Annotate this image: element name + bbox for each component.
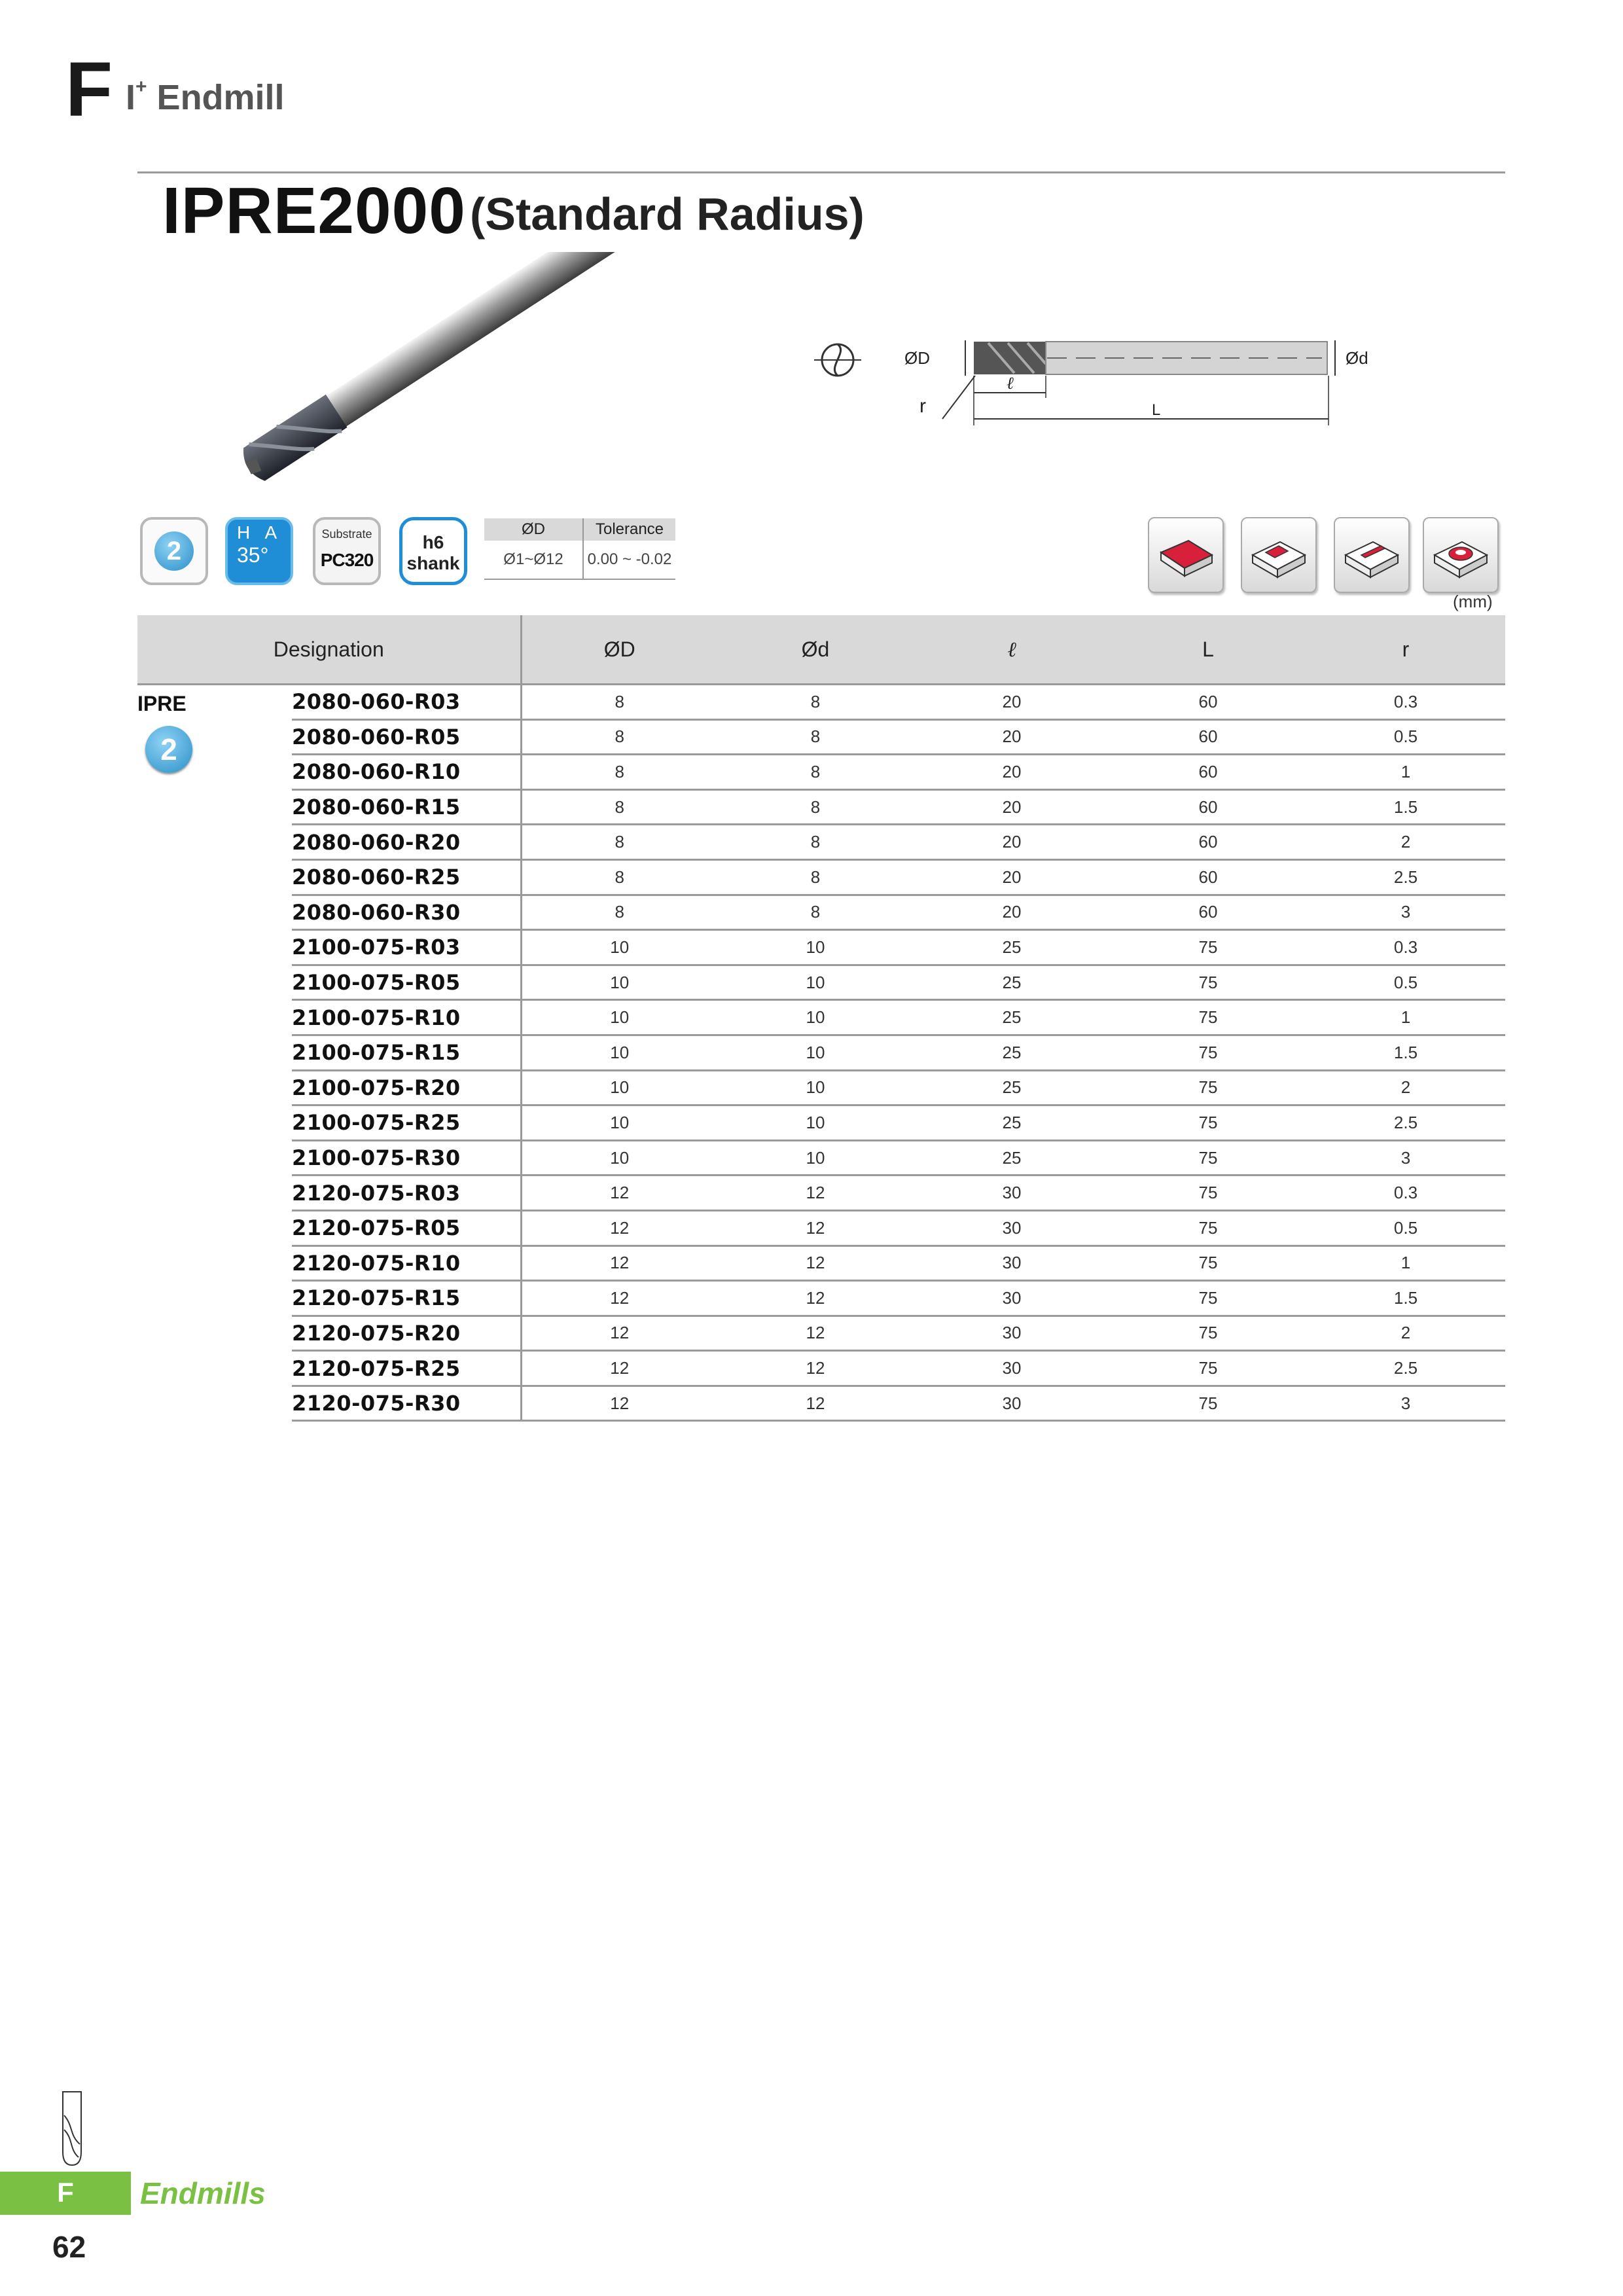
cell-l: 20 <box>914 719 1110 755</box>
table-row <box>137 1000 1505 1035</box>
cell-D: 10 <box>521 1140 717 1175</box>
cell-D: 8 <box>521 685 717 720</box>
cell-r: 2 <box>1306 825 1505 860</box>
cell-L: 75 <box>1110 1386 1306 1421</box>
product-subtitle: (Standard Radius) <box>470 188 865 240</box>
ballnose-icon <box>58 2089 86 2168</box>
cell-D: 10 <box>521 1070 717 1105</box>
cell-r: 1.5 <box>1306 789 1505 825</box>
endmill-photo <box>223 252 668 501</box>
designation-code: 2080-060-R03 <box>292 685 521 720</box>
shank-badge <box>399 517 467 585</box>
cell-r: 0.3 <box>1306 930 1505 965</box>
cell-D: 10 <box>521 1035 717 1070</box>
cell-D: 12 <box>521 1281 717 1316</box>
cell-D: 10 <box>521 1000 717 1035</box>
cell-r: 1 <box>1306 1246 1505 1281</box>
table-row <box>137 965 1505 1000</box>
label-r: r <box>919 395 926 417</box>
table-row <box>137 1386 1505 1421</box>
series-flute-badge: 2 <box>145 726 192 773</box>
designation-code: 2080-060-R20 <box>292 825 521 860</box>
section-title-rest: Endmill <box>147 78 285 117</box>
designation-code: 2080-060-R05 <box>292 719 521 755</box>
cell-r: 3 <box>1306 1386 1505 1421</box>
header-d: Ød <box>717 615 914 685</box>
cell-d: 12 <box>717 1316 914 1351</box>
footer-section-label: Endmills <box>140 2176 266 2210</box>
section-title-sup: + <box>135 76 147 98</box>
cell-d: 12 <box>717 1210 914 1246</box>
cell-l: 25 <box>914 1000 1110 1035</box>
label-l: ℓ <box>1007 374 1014 393</box>
designation-code: 2080-060-R25 <box>292 859 521 895</box>
table-row <box>137 895 1505 930</box>
cell-D: 8 <box>521 895 717 930</box>
designation-code: 2120-075-R25 <box>292 1351 521 1386</box>
cell-d: 10 <box>717 1105 914 1141</box>
cell-D: 10 <box>521 965 717 1000</box>
cell-D: 8 <box>521 859 717 895</box>
cell-l: 30 <box>914 1246 1110 1281</box>
cell-l: 20 <box>914 859 1110 895</box>
designation-code: 2120-075-R03 <box>292 1175 521 1211</box>
spec-table-body <box>137 685 1505 1421</box>
section-title <box>126 76 285 117</box>
cell-d: 12 <box>717 1246 914 1281</box>
header-D: ØD <box>521 615 717 685</box>
product-code: IPRE2000 <box>162 174 466 247</box>
label-L: L <box>1152 401 1161 419</box>
cell-d: 8 <box>717 859 914 895</box>
cell-r: 2.5 <box>1306 1105 1505 1141</box>
label-d: Ød <box>1346 348 1368 368</box>
cell-L: 60 <box>1110 825 1306 860</box>
tolerance-range: Ø1~Ø12 <box>484 541 583 579</box>
cell-d: 8 <box>717 789 914 825</box>
cell-L: 75 <box>1110 1035 1306 1070</box>
cell-D: 10 <box>521 1105 717 1141</box>
cell-L: 75 <box>1110 1175 1306 1211</box>
header-divider <box>137 171 1505 173</box>
cell-d: 12 <box>717 1281 914 1316</box>
cell-l: 25 <box>914 1035 1110 1070</box>
designation-code: 2120-075-R30 <box>292 1386 521 1421</box>
table-row <box>137 1140 1505 1175</box>
section-title-main: I <box>126 78 136 117</box>
header-r: r <box>1306 615 1505 685</box>
section-letter: F <box>65 46 113 133</box>
slotting-icon <box>1148 517 1224 593</box>
table-row <box>137 1246 1505 1281</box>
side-milling-icon <box>1241 517 1317 593</box>
cell-D: 12 <box>521 1316 717 1351</box>
designation-code: 2100-075-R10 <box>292 1000 521 1035</box>
cell-l: 30 <box>914 1281 1110 1316</box>
unit-label: (mm) <box>1453 592 1493 611</box>
cell-r: 1 <box>1306 755 1505 790</box>
cell-r: 1.5 <box>1306 1035 1505 1070</box>
dimension-drawing <box>798 321 1427 439</box>
designation-code: 2080-060-R15 <box>292 789 521 825</box>
cell-d: 10 <box>717 965 914 1000</box>
cell-l: 30 <box>914 1351 1110 1386</box>
cell-l: 20 <box>914 895 1110 930</box>
footer-section-letter: F <box>57 2177 74 2208</box>
cell-r: 0.5 <box>1306 1210 1505 1246</box>
cell-r: 3 <box>1306 1140 1505 1175</box>
substrate-value: PC320 <box>320 550 374 570</box>
cell-L: 60 <box>1110 685 1306 720</box>
cell-l: 20 <box>914 755 1110 790</box>
cell-r: 0.5 <box>1306 719 1505 755</box>
cell-d: 10 <box>717 1070 914 1105</box>
cell-l: 30 <box>914 1316 1110 1351</box>
table-row <box>137 1281 1505 1316</box>
cell-D: 12 <box>521 1351 717 1386</box>
cell-d: 8 <box>717 825 914 860</box>
designation-code: 2100-075-R05 <box>292 965 521 1000</box>
cell-D: 10 <box>521 930 717 965</box>
cell-r: 1 <box>1306 1000 1505 1035</box>
cell-r: 2 <box>1306 1316 1505 1351</box>
designation-code: 2100-075-R15 <box>292 1035 521 1070</box>
cell-D: 12 <box>521 1246 717 1281</box>
cell-D: 8 <box>521 719 717 755</box>
designation-code: 2120-075-R10 <box>292 1246 521 1281</box>
cell-l: 20 <box>914 789 1110 825</box>
helix-angle-badge <box>225 517 293 585</box>
shank-label: shank <box>406 553 460 573</box>
cell-d: 10 <box>717 1140 914 1175</box>
cell-l: 25 <box>914 965 1110 1000</box>
cell-d: 8 <box>717 719 914 755</box>
table-row <box>137 930 1505 965</box>
cell-r: 2 <box>1306 1070 1505 1105</box>
header-designation: Designation <box>137 615 521 685</box>
tolerance-table <box>484 518 675 580</box>
cell-r: 2.5 <box>1306 1351 1505 1386</box>
cell-L: 75 <box>1110 1000 1306 1035</box>
table-row <box>137 1105 1505 1141</box>
label-D: ØD <box>904 348 930 368</box>
cell-l: 20 <box>914 825 1110 860</box>
cell-d: 10 <box>717 1000 914 1035</box>
series-label: IPRE <box>137 692 187 715</box>
cell-L: 75 <box>1110 1246 1306 1281</box>
table-row <box>137 719 1505 755</box>
header-l: ℓ <box>914 615 1110 685</box>
designation-code: 2120-075-R20 <box>292 1316 521 1351</box>
table-row <box>137 1210 1505 1246</box>
cell-D: 8 <box>521 825 717 860</box>
series-cell <box>137 685 292 1421</box>
table-row <box>137 1175 1505 1211</box>
cell-D: 8 <box>521 755 717 790</box>
designation-code: 2100-075-R03 <box>292 930 521 965</box>
cell-r: 0.5 <box>1306 965 1505 1000</box>
profiling-icon <box>1334 517 1410 593</box>
designation-code: 2100-075-R25 <box>292 1105 521 1141</box>
cell-l: 20 <box>914 685 1110 720</box>
shank-tolerance: h6 <box>422 532 444 552</box>
table-row <box>137 685 1505 720</box>
cell-L: 60 <box>1110 755 1306 790</box>
cell-L: 75 <box>1110 1351 1306 1386</box>
cell-L: 75 <box>1110 1070 1306 1105</box>
cell-l: 30 <box>914 1210 1110 1246</box>
designation-code: 2080-060-R30 <box>292 895 521 930</box>
designation-code: 2080-060-R10 <box>292 755 521 790</box>
designation-code: 2100-075-R30 <box>292 1140 521 1175</box>
helix-label: H A <box>237 522 283 543</box>
table-row <box>137 1351 1505 1386</box>
flute-count-badge <box>140 517 208 585</box>
helix-angle: 35° <box>237 543 269 567</box>
cell-D: 8 <box>521 789 717 825</box>
cell-d: 12 <box>717 1386 914 1421</box>
cell-r: 1.5 <box>1306 1281 1505 1316</box>
cell-L: 60 <box>1110 719 1306 755</box>
cell-L: 60 <box>1110 859 1306 895</box>
cell-L: 75 <box>1110 1140 1306 1175</box>
flute-count: 2 <box>154 531 194 571</box>
cell-L: 75 <box>1110 1316 1306 1351</box>
table-row <box>137 1316 1505 1351</box>
designation-code: 2120-075-R15 <box>292 1281 521 1316</box>
substrate-badge <box>313 517 381 585</box>
cell-r: 2.5 <box>1306 859 1505 895</box>
table-row <box>137 1035 1505 1070</box>
cell-d: 10 <box>717 930 914 965</box>
spec-table <box>137 615 1505 1422</box>
cell-d: 12 <box>717 1351 914 1386</box>
cell-L: 60 <box>1110 789 1306 825</box>
designation-code: 2120-075-R05 <box>292 1210 521 1246</box>
cell-D: 12 <box>521 1386 717 1421</box>
cell-l: 25 <box>914 1070 1110 1105</box>
cell-r: 0.3 <box>1306 1175 1505 1211</box>
tolerance-value: 0.00 ~ -0.02 <box>583 541 675 579</box>
substrate-label: Substrate <box>321 528 372 541</box>
cell-d: 8 <box>717 755 914 790</box>
cell-l: 25 <box>914 930 1110 965</box>
cell-l: 30 <box>914 1386 1110 1421</box>
page-number: 62 <box>52 2230 86 2264</box>
pocketing-icon <box>1423 517 1499 593</box>
table-row <box>137 1070 1505 1105</box>
table-row <box>137 755 1505 790</box>
cell-l: 30 <box>914 1175 1110 1211</box>
end-view-icon <box>814 344 861 376</box>
cell-L: 75 <box>1110 965 1306 1000</box>
cell-L: 75 <box>1110 1105 1306 1141</box>
cell-L: 75 <box>1110 1281 1306 1316</box>
cell-L: 75 <box>1110 930 1306 965</box>
cell-r: 0.3 <box>1306 685 1505 720</box>
cell-l: 25 <box>914 1105 1110 1141</box>
cell-L: 60 <box>1110 895 1306 930</box>
table-row <box>137 825 1505 860</box>
designation-code: 2100-075-R20 <box>292 1070 521 1105</box>
cell-L: 75 <box>1110 1210 1306 1246</box>
tolerance-header-d: ØD <box>484 518 583 541</box>
header-L: L <box>1110 615 1306 685</box>
cell-d: 12 <box>717 1175 914 1211</box>
cell-r: 3 <box>1306 895 1505 930</box>
cell-d: 8 <box>717 895 914 930</box>
cell-l: 25 <box>914 1140 1110 1175</box>
cell-D: 12 <box>521 1175 717 1211</box>
cell-d: 8 <box>717 685 914 720</box>
cell-d: 10 <box>717 1035 914 1070</box>
table-row <box>137 789 1505 825</box>
cell-D: 12 <box>521 1210 717 1246</box>
table-row <box>137 859 1505 895</box>
tolerance-header-tol: Tolerance <box>583 518 675 541</box>
